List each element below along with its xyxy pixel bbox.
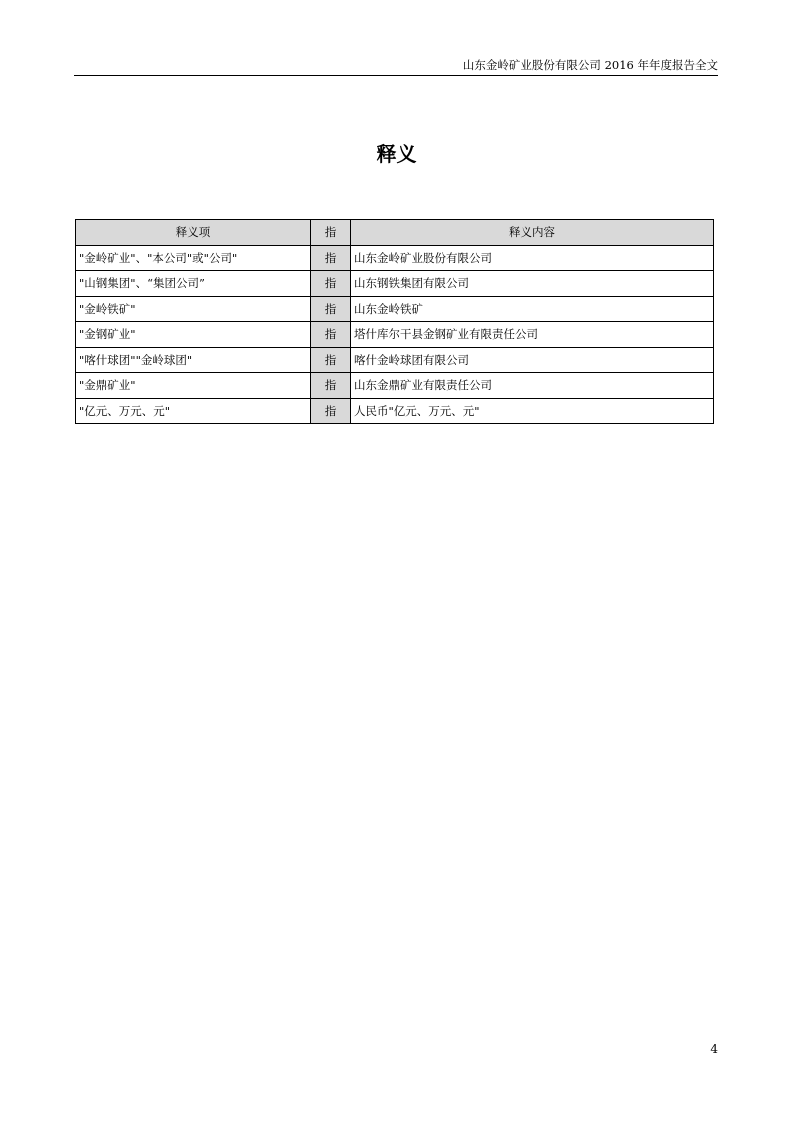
column-header-term: 释义项 [76, 220, 311, 246]
refers-cell: 指 [311, 398, 351, 424]
running-header: 山东金岭矿业股份有限公司 2016 年年度报告全文 [74, 58, 718, 76]
page-number: 4 [710, 1042, 718, 1056]
table-row [76, 271, 714, 297]
refers-cell: 指 [311, 296, 351, 322]
glossary-table [75, 219, 714, 424]
refers-cell: 指 [311, 373, 351, 399]
term-cell: "金岭铁矿" [76, 296, 311, 322]
definition-cell: 喀什金岭球团有限公司 [351, 347, 714, 373]
table-row [76, 322, 714, 348]
table-row [76, 398, 714, 424]
table-row [76, 373, 714, 399]
table-row [76, 296, 714, 322]
table-row [76, 245, 714, 271]
definition-cell: 山东金岭矿业股份有限公司 [351, 245, 714, 271]
refers-cell: 指 [311, 271, 351, 297]
refers-cell: 指 [311, 347, 351, 373]
table-header-row [76, 220, 714, 246]
term-cell: "金鼎矿业" [76, 373, 311, 399]
term-cell: "山钢集团"、“集团公司” [76, 271, 311, 297]
definition-cell: 山东钢铁集团有限公司 [351, 271, 714, 297]
column-header-refers: 指 [311, 220, 351, 246]
definition-cell: 塔什库尔干县金钢矿业有限责任公司 [351, 322, 714, 348]
term-cell: "喀什球团""金岭球团" [76, 347, 311, 373]
page-title: 释义 [376, 142, 417, 166]
term-cell: "亿元、万元、元" [76, 398, 311, 424]
refers-cell: 指 [311, 322, 351, 348]
refers-cell: 指 [311, 245, 351, 271]
definition-cell: 山东金鼎矿业有限责任公司 [351, 373, 714, 399]
definition-cell: 山东金岭铁矿 [351, 296, 714, 322]
term-cell: "金岭矿业"、"本公司"或"公司" [76, 245, 311, 271]
definition-cell: 人民币"亿元、万元、元" [351, 398, 714, 424]
table-row [76, 347, 714, 373]
term-cell: "金钢矿业" [76, 322, 311, 348]
column-header-definition: 释义内容 [351, 220, 714, 246]
